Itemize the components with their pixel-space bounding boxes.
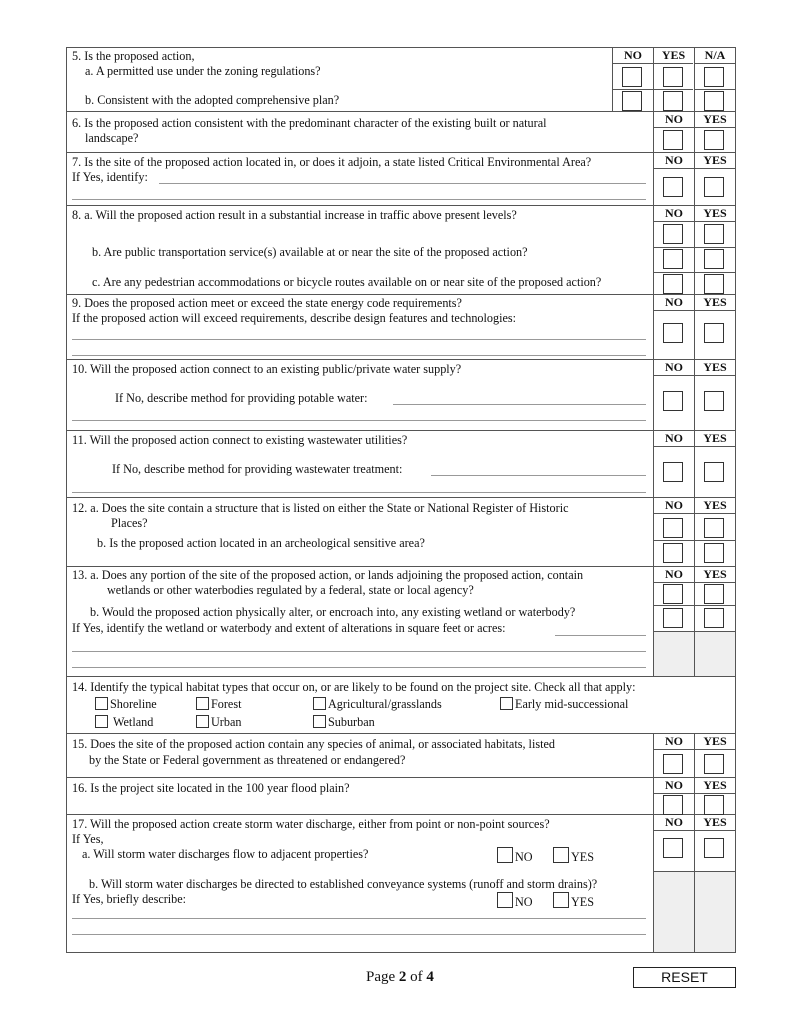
question-16 xyxy=(67,778,735,815)
q7-no-header: NO xyxy=(654,153,694,169)
q17-no-checkbox[interactable] xyxy=(663,838,683,858)
q14-title: 14. Identify the typical habitat types that occur on, or are likely to be found on the project site. Check all that apply: xyxy=(72,680,636,694)
q7-identify-field[interactable] xyxy=(159,183,646,184)
q8c-no-checkbox[interactable] xyxy=(663,274,683,294)
q16-line1: 16. Is the project site located in the 100 year flood plain? xyxy=(72,781,350,795)
q13a-no-checkbox[interactable] xyxy=(663,584,683,604)
q17-yes-header: YES xyxy=(695,815,735,831)
q9-no-checkbox[interactable] xyxy=(663,323,683,343)
question-17 xyxy=(67,815,735,952)
q5-title: 5. Is the proposed action, xyxy=(72,49,195,63)
q10-potable-water-field-line2[interactable] xyxy=(72,420,646,421)
q13b-no-checkbox[interactable] xyxy=(663,608,683,628)
q5-na-header: N/A xyxy=(695,48,735,64)
q6-yes-header: YES xyxy=(695,112,735,128)
q11-yes-header: YES xyxy=(695,431,735,447)
q8-yes-header: YES xyxy=(695,206,735,222)
q13-c: If Yes, identify the wetland or waterbody and extent of alterations in square feet or acres: xyxy=(72,621,506,635)
page-prefix: Page xyxy=(366,969,399,985)
q9-yes-checkbox[interactable] xyxy=(704,323,724,343)
q10-yes-header: YES xyxy=(695,360,735,376)
q5-answer-columns xyxy=(612,48,735,111)
q12a-yes-checkbox[interactable] xyxy=(704,518,724,538)
q5-na-column xyxy=(694,48,735,111)
question-9 xyxy=(67,295,735,360)
q5a-yes-checkbox[interactable] xyxy=(663,67,683,87)
habitat-urban[interactable] xyxy=(196,715,241,730)
question-9-text xyxy=(67,295,654,359)
q15-line2: by the State or Federal government as threatened or endangered? xyxy=(89,753,406,767)
habitat-agricultural[interactable] xyxy=(313,697,442,712)
question-14-text xyxy=(67,677,735,733)
q12-b: b. Is the proposed action located in an archeological sensitive area? xyxy=(97,536,425,550)
agricultural-label: Agricultural/grasslands xyxy=(328,697,442,711)
q7-identify-field-line2[interactable] xyxy=(72,199,646,200)
reset-button[interactable]: RESET xyxy=(633,967,736,988)
q7-yes-header: YES xyxy=(695,153,735,169)
q9-line1: 9. Does the proposed action meet or exceed the state energy code requirements? xyxy=(72,296,462,310)
question-8 xyxy=(67,206,735,295)
q12-yes-header: YES xyxy=(695,498,735,514)
question-14 xyxy=(67,677,735,734)
urban-label: Urban xyxy=(211,715,242,729)
q13-alterations-field-line3[interactable] xyxy=(72,667,646,668)
habitat-early-mid-successional[interactable] xyxy=(500,697,628,712)
q8a-no-checkbox[interactable] xyxy=(663,224,683,244)
q17a-yes-option[interactable] xyxy=(553,847,594,865)
q7-line2: If Yes, identify: xyxy=(72,170,148,184)
q17a-no-label: NO xyxy=(515,850,533,864)
urban-checkbox[interactable] xyxy=(196,715,209,728)
q13-alterations-field[interactable] xyxy=(555,635,646,636)
agricultural-checkbox[interactable] xyxy=(313,697,326,710)
q17-c: If Yes, briefly describe: xyxy=(72,892,187,906)
q10-line1: 10. Will the proposed action connect to an existing public/private water supply? xyxy=(72,362,462,376)
q10-potable-water-field[interactable] xyxy=(393,404,646,405)
q12b-yes-checkbox[interactable] xyxy=(704,543,724,563)
q8a-yes-checkbox[interactable] xyxy=(704,224,724,244)
wetland-label: Wetland xyxy=(113,715,154,729)
q5-yes-column xyxy=(653,48,693,111)
q5-b: b. Consistent with the adopted comprehensive plan? xyxy=(85,93,340,107)
question-7-text xyxy=(67,153,654,205)
question-15-text xyxy=(67,734,654,777)
q12a-no-checkbox[interactable] xyxy=(663,518,683,538)
early-mid-successional-label: Early mid-successional xyxy=(515,697,629,711)
q17-line2: If Yes, xyxy=(72,832,104,846)
q15-no-checkbox[interactable] xyxy=(663,754,683,774)
q12-no-header: NO xyxy=(654,498,694,514)
page-current: 2 xyxy=(398,969,407,985)
question-16-text xyxy=(67,778,654,814)
q5b-no-checkbox[interactable] xyxy=(622,91,642,111)
q15-line1: 15. Does the site of the proposed action contain any species of animal, or associated habitats, listed xyxy=(72,737,555,751)
q7-line1: 7. Is the site of the proposed action located in, or does it adjoin, a state listed Critical Environmental Area? xyxy=(72,155,592,169)
q9-no-header: NO xyxy=(654,295,694,311)
page-total: 4 xyxy=(426,969,434,985)
q5b-yes-checkbox[interactable] xyxy=(663,91,683,111)
q5-yes-header: YES xyxy=(654,48,693,64)
q17-describe-field-line2[interactable] xyxy=(72,934,646,935)
suburban-label: Suburban xyxy=(328,715,375,729)
q13-yes-header: YES xyxy=(695,567,735,583)
q6-no-header: NO xyxy=(654,112,694,128)
forest-checkbox[interactable] xyxy=(196,697,209,710)
q6-line1: 6. Is the proposed action consistent with the predominant character of the existing built or natural xyxy=(72,116,547,130)
page-of: of xyxy=(406,969,427,985)
question-13-text xyxy=(67,567,654,676)
q6-no-checkbox[interactable] xyxy=(663,130,683,150)
question-5 xyxy=(67,48,735,112)
question-5-text xyxy=(67,48,613,111)
question-11-text xyxy=(67,431,654,497)
question-13 xyxy=(67,567,735,677)
q8-no-header: NO xyxy=(654,206,694,222)
q12-a-line2: Places? xyxy=(111,516,148,530)
wetland-checkbox[interactable] xyxy=(95,715,108,728)
q11-yes-checkbox[interactable] xyxy=(704,462,724,482)
q17-line1: 17. Will the proposed action create storm water discharge, either from point or non-point sources? xyxy=(72,817,550,831)
question-6 xyxy=(67,112,735,153)
q17b-no-option[interactable] xyxy=(497,892,533,910)
q9-yes-header: YES xyxy=(695,295,735,311)
q17a-yes-label: YES xyxy=(571,850,595,864)
question-8-text xyxy=(67,206,654,294)
q7-yes-checkbox[interactable] xyxy=(704,177,724,197)
question-17-text xyxy=(67,815,654,952)
question-12-text xyxy=(67,498,654,566)
q17-no-header: NO xyxy=(654,815,694,831)
q16-no-checkbox[interactable] xyxy=(663,795,683,815)
suburban-checkbox[interactable] xyxy=(313,715,326,728)
question-10-text xyxy=(67,360,654,430)
q17b-yes-checkbox[interactable] xyxy=(553,892,569,908)
q8-c: c. Are any pedestrian accommodations or bicycle routes available on or near site of the proposed action? xyxy=(92,275,602,289)
question-7 xyxy=(67,153,735,206)
q13b-yes-checkbox[interactable] xyxy=(704,608,724,628)
q11-wastewater-field[interactable] xyxy=(431,475,646,476)
q10-no-header: NO xyxy=(654,360,694,376)
q5-no-header: NO xyxy=(613,48,653,64)
q13-a-line2: wetlands or other waterbodies regulated by a federal, state or local agency? xyxy=(107,583,474,597)
question-6-text xyxy=(67,112,654,152)
question-15 xyxy=(67,734,735,778)
q11-no-checkbox[interactable] xyxy=(663,462,683,482)
q13-alterations-field-line2[interactable] xyxy=(72,651,646,652)
page-indicator xyxy=(366,969,434,986)
shoreline-label: Shoreline xyxy=(110,697,157,711)
q10-line2: If No, describe method for providing potable water: xyxy=(115,391,368,405)
question-10 xyxy=(67,360,735,431)
question-11 xyxy=(67,431,735,498)
q11-wastewater-field-line2[interactable] xyxy=(72,492,646,493)
question-12 xyxy=(67,498,735,567)
q16-yes-checkbox[interactable] xyxy=(704,795,724,815)
q17b-yes-option[interactable] xyxy=(553,892,594,910)
habitat-forest[interactable] xyxy=(196,697,241,712)
q17a-no-option[interactable] xyxy=(497,847,533,865)
q12b-no-checkbox[interactable] xyxy=(663,543,683,563)
q16-no-header: NO xyxy=(654,778,694,794)
q10-no-checkbox[interactable] xyxy=(663,391,683,411)
early-mid-successional-checkbox[interactable] xyxy=(500,697,513,710)
q13-no-header: NO xyxy=(654,567,694,583)
q10-yes-checkbox[interactable] xyxy=(704,391,724,411)
q17-yes-checkbox[interactable] xyxy=(704,838,724,858)
q6-yes-checkbox[interactable] xyxy=(704,130,724,150)
q15-yes-header: YES xyxy=(695,734,735,750)
q13-b: b. Would the proposed action physically alter, or encroach into, any existing wetland or waterbody? xyxy=(90,605,576,619)
q7-no-checkbox[interactable] xyxy=(663,177,683,197)
q5a-no-checkbox[interactable] xyxy=(622,67,642,87)
shoreline-checkbox[interactable] xyxy=(95,697,108,710)
q5-no-column xyxy=(613,48,653,111)
q11-line1: 11. Will the proposed action connect to existing wastewater utilities? xyxy=(72,433,408,447)
q8-a: 8. a. Will the proposed action result in a substantial increase in traffic above present levels? xyxy=(72,208,517,222)
q5b-na-checkbox[interactable] xyxy=(704,91,724,111)
eaf-form-page xyxy=(66,47,736,953)
habitat-shoreline[interactable] xyxy=(95,697,157,712)
q12-a-line1: 12. a. Does the site contain a structure that is listed on either the State or National Register of Historic xyxy=(72,501,569,515)
habitat-suburban[interactable] xyxy=(313,715,375,730)
q8c-yes-checkbox[interactable] xyxy=(704,274,724,294)
q5a-na-checkbox[interactable] xyxy=(704,67,724,87)
q17-a: a. Will storm water discharges flow to adjacent properties? xyxy=(82,847,369,861)
q17a-no-checkbox[interactable] xyxy=(497,847,513,863)
q13-a-line1: 13. a. Does any portion of the site of the proposed action, or lands adjoining the proposed action, contain xyxy=(72,568,584,582)
habitat-wetland[interactable] xyxy=(95,715,153,730)
q8b-no-checkbox[interactable] xyxy=(663,249,683,269)
q11-line2: If No, describe method for providing wastewater treatment: xyxy=(112,462,403,476)
q15-yes-checkbox[interactable] xyxy=(704,754,724,774)
q9-line2: If the proposed action will exceed requirements, describe design features and technologies: xyxy=(72,311,517,325)
q17b-no-label: NO xyxy=(515,895,533,909)
q8b-yes-checkbox[interactable] xyxy=(704,249,724,269)
q17b-no-checkbox[interactable] xyxy=(497,892,513,908)
q6-answer-columns xyxy=(653,112,735,152)
q6-line2: landscape? xyxy=(85,131,139,145)
q5-a: a. A permitted use under the zoning regulations? xyxy=(85,64,321,78)
q16-yes-header: YES xyxy=(695,778,735,794)
q17a-yes-checkbox[interactable] xyxy=(553,847,569,863)
forest-label: Forest xyxy=(211,697,242,711)
q11-no-header: NO xyxy=(654,431,694,447)
q17b-yes-label: YES xyxy=(571,895,595,909)
q17-b: b. Will storm water discharges be directed to established conveyance systems (runoff and storm drains)? xyxy=(89,877,598,891)
q9-describe-field[interactable] xyxy=(72,339,646,340)
q9-describe-field-line2[interactable] xyxy=(72,355,646,356)
q17-describe-field[interactable] xyxy=(72,918,646,919)
q8-b: b. Are public transportation service(s) available at or near the site of the proposed action? xyxy=(92,245,528,259)
q15-no-header: NO xyxy=(654,734,694,750)
q13a-yes-checkbox[interactable] xyxy=(704,584,724,604)
